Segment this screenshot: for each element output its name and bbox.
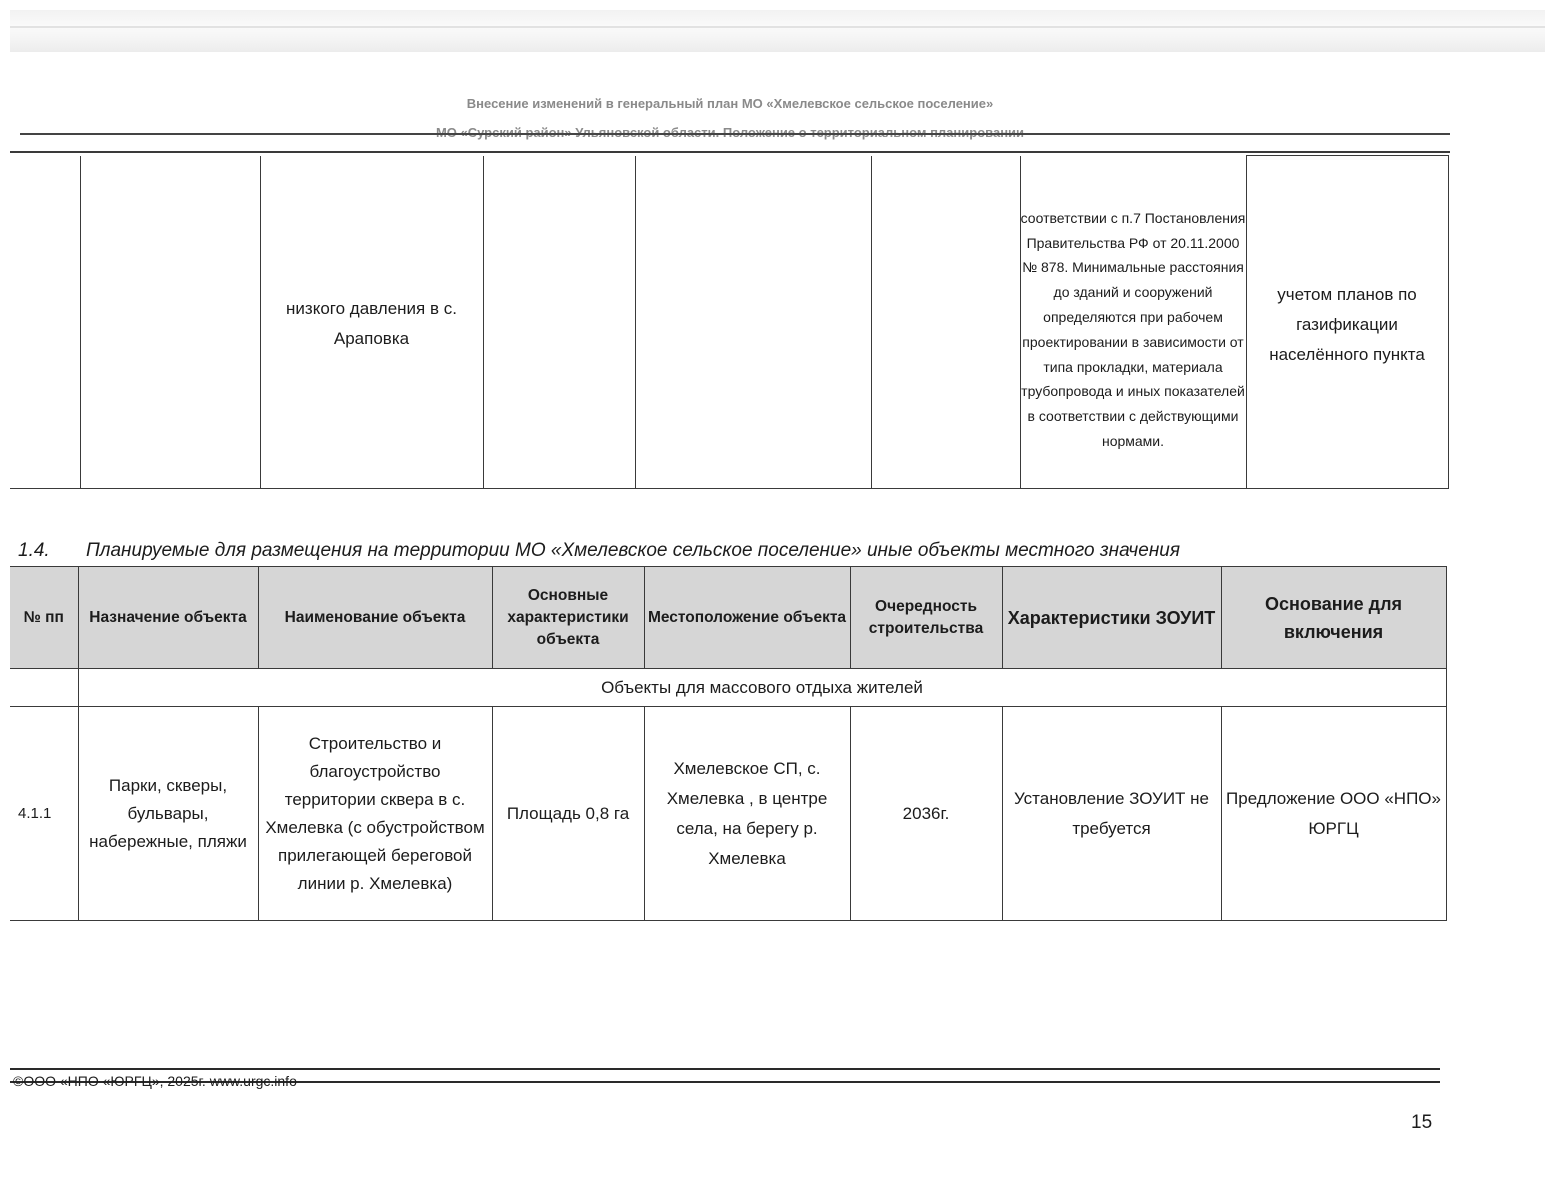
header-basis: Основание для включения — [1221, 567, 1446, 669]
header-stage: Очередность строительства — [850, 567, 1002, 669]
document-header-line-1: Внесение изменений в генеральный план МО «Хмелевское сельское поселение» — [466, 96, 994, 111]
header-characteristics: Основные характеристики объекта — [492, 567, 644, 669]
row-name: Строительство и благоустройство территории сквера в с. Хмелевка (с обустройством прилегающей береговой линии р. Хмелевка) — [258, 707, 492, 921]
continued-cell-location — [635, 156, 871, 489]
page-number: 15 — [1411, 1112, 1433, 1133]
continued-table — [10, 155, 1449, 489]
group-label: Объекты для массового отдыха жителей — [78, 669, 1446, 707]
row-location: Хмелевское СП, с. Хмелевка , в центре села, на берегу р. Хмелевка — [644, 707, 850, 921]
continued-cell-purpose — [80, 156, 260, 489]
section-heading — [18, 540, 1348, 562]
row-basis: Предложение ООО «НПО» ЮРГЦ — [1221, 707, 1446, 921]
header-num: № пп — [10, 567, 78, 669]
header-rule-lower — [10, 151, 1450, 153]
continued-cell-characteristics — [483, 156, 635, 489]
header-zouit: Характеристики ЗОУИТ — [1002, 567, 1221, 669]
objects-table — [10, 566, 1447, 921]
row-num: 4.1.1 — [10, 707, 78, 921]
row-purpose: Парки, скверы, бульвары, набережные, пляжи — [78, 707, 258, 921]
document-header-line-2: МО «Сурский район» Ульяновской области. Положение о территориальном планировании — [435, 125, 1025, 140]
continued-cell-zouit-note: соответствии с п.7 Постановления Правительства РФ от 20.11.2000 № 878. Минимальные расстояния до зданий и сооружений определяются при рабочем проектировании в зависимости от типа прокладки, материала трубопровода и иных показателей в соответствии с действующими нормами. — [1020, 156, 1246, 489]
table-group-row — [10, 669, 1446, 707]
continued-cell-num — [10, 156, 80, 489]
continued-cell-basis: учетом планов по газификации населённого пункта — [1246, 156, 1448, 489]
scan-edge-band — [10, 10, 1545, 52]
table-row — [10, 707, 1446, 921]
footer-copyright: ©ООО «НПО «ЮРГЦ», 2025г. www.urgc.info — [13, 1073, 297, 1089]
section-title: Планируемые для размещения на территории МО «Хмелевское сельское поселение» иные объекты местного значения — [86, 540, 1180, 561]
section-number: 1.4. — [18, 540, 50, 561]
table-header-row — [10, 567, 1446, 669]
header-purpose: Назначение объекта — [78, 567, 258, 669]
header-location: Местоположение объекта — [644, 567, 850, 669]
continued-cell-name: низкого давления в с. Араповка — [260, 156, 483, 489]
header-name: Наименование объекта — [258, 567, 492, 669]
row-stage: 2036г. — [850, 707, 1002, 921]
continued-cell-stage — [871, 156, 1020, 489]
group-row-empty-cell — [10, 669, 78, 707]
row-zouit: Установление ЗОУИТ не требуется — [1002, 707, 1221, 921]
footer-rule-top — [10, 1068, 1440, 1070]
header-rule — [20, 133, 1450, 135]
row-characteristics: Площадь 0,8 га — [492, 707, 644, 921]
